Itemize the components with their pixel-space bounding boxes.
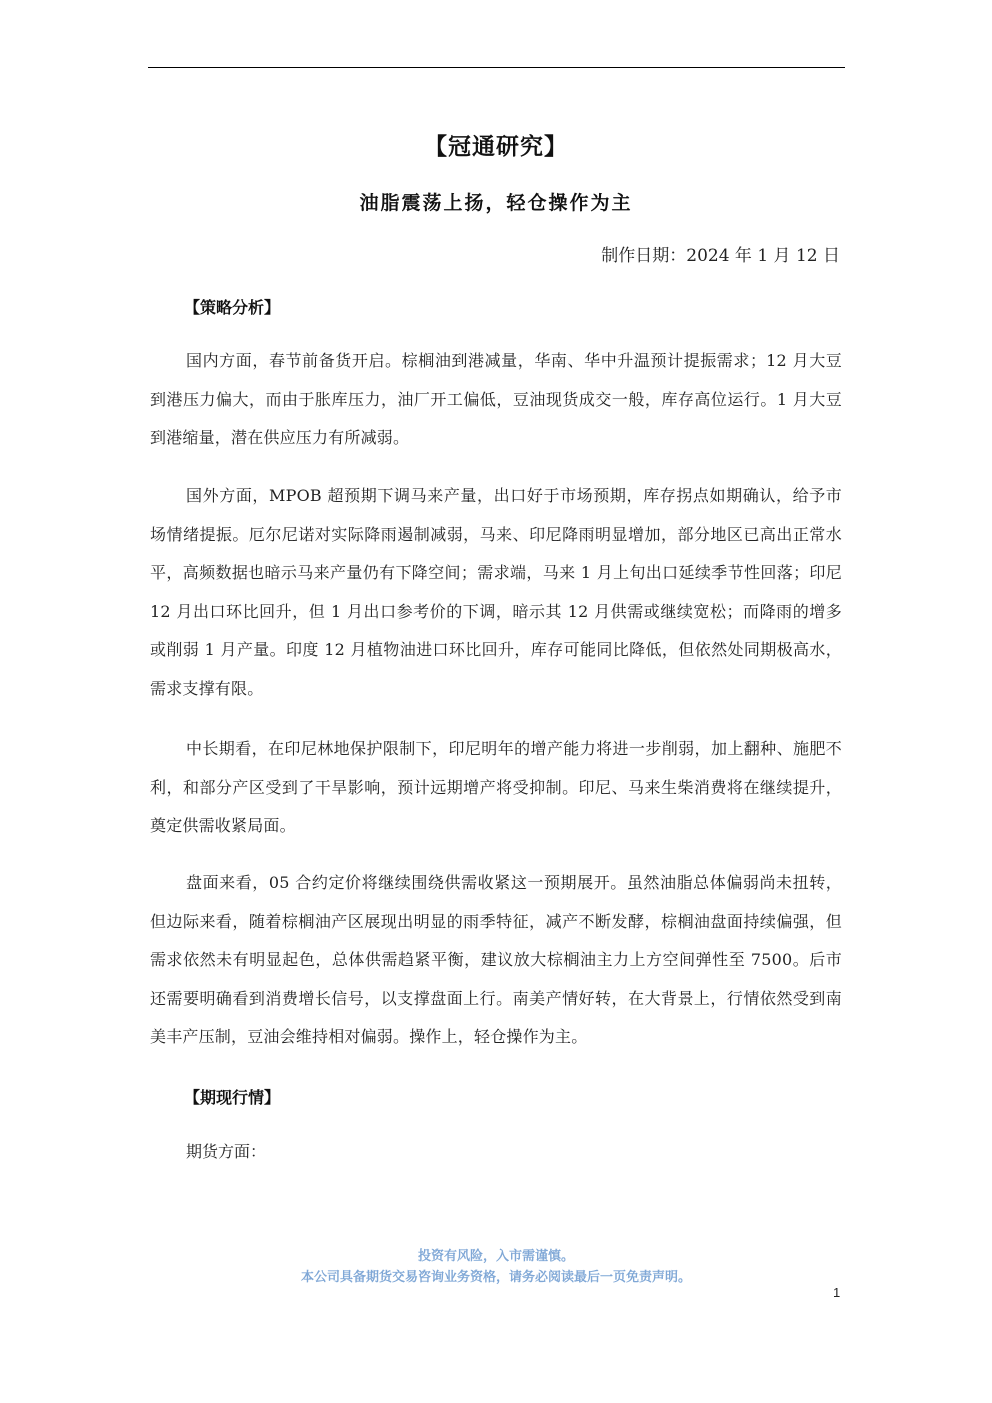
paragraph-long-term: 中长期看，在印尼林地保护限制下，印尼明年的增产能力将进一步削弱，加上翻种、施肥不利，和部分产区受到了干旱影响，预计远期增产将受抑制。印尼、马来生柴消费将在继续提升，奠定供需收紧局面。 bbox=[150, 739, 842, 835]
document-title: 油脂震荡上扬，轻仓操作为主 bbox=[359, 192, 633, 214]
page-number: 1 bbox=[833, 1285, 841, 1300]
document-date: 制作日期：2024 年 1 月 12 日 bbox=[601, 246, 840, 266]
disclaimer-notice: 本公司具备期货交易咨询业务资格，请务必阅读最后一页免责声明。 bbox=[300, 1270, 691, 1285]
paragraph-market-view: 盘面来看，05 合约定价将继续围绕供需收紧这一预期展开。虽然油脂总体偏弱尚未扭转，但边际来看，随着棕榈油产区展现出明显的雨季特征，减产不断发酵，棕榈油盘面持续偏强，但需求依然未有明显起色，总体供需趋紧平衡，建议放大棕榈油主力上方空间弹性至 7500。后市还需要明确看到消费增长信号，以支撑盘面上行。南美产情好转，在大背景上，行情依然受到南美丰产压制，豆油会维持相对偏弱。操作上，轻仓操作为主。 bbox=[150, 873, 842, 1046]
header-rule bbox=[148, 67, 845, 68]
section-heading-market: 【期现行情】 bbox=[184, 1088, 281, 1107]
paragraph-overseas: 国外方面，MPOB 超预期下调马来产量，出口好于市场预期，库存拐点如期确认，给予市场情绪提振。厄尔尼诺对实际降雨遏制减弱，马来、印尼降雨明显增加，部分地区已高出正常水平，高频数据也暗示马来产量仍有下降空间；需求端，马来 1 月上旬出口延续季节性回落；印尼 12 月出口环比回升，但 1 月出口参考价的下调，暗示其 12 月供需或继续宽松；而降雨的增多或削弱 1 月产量。印度 12 月植物油进口环比回升，库存可能同比降低，但依然处同期极高水，需求支撑有限。 bbox=[150, 486, 842, 698]
section-heading-strategy: 【策略分析】 bbox=[184, 298, 281, 317]
paragraph-domestic: 国内方面，春节前备货开启。棕榈油到港减量，华南、华中升温预计提振需求；12 月大豆到港压力偏大，而由于胀库压力，油厂开工偏低，豆油现货成交一般，库存高位运行。1 月大豆到港缩量，潜在供应压力有所减弱。 bbox=[150, 351, 842, 447]
brand-title: 【冠通研究】 bbox=[424, 133, 568, 160]
risk-warning: 投资有风险，入市需谨慎。 bbox=[417, 1249, 574, 1264]
futures-label: 期货方面： bbox=[186, 1142, 267, 1161]
